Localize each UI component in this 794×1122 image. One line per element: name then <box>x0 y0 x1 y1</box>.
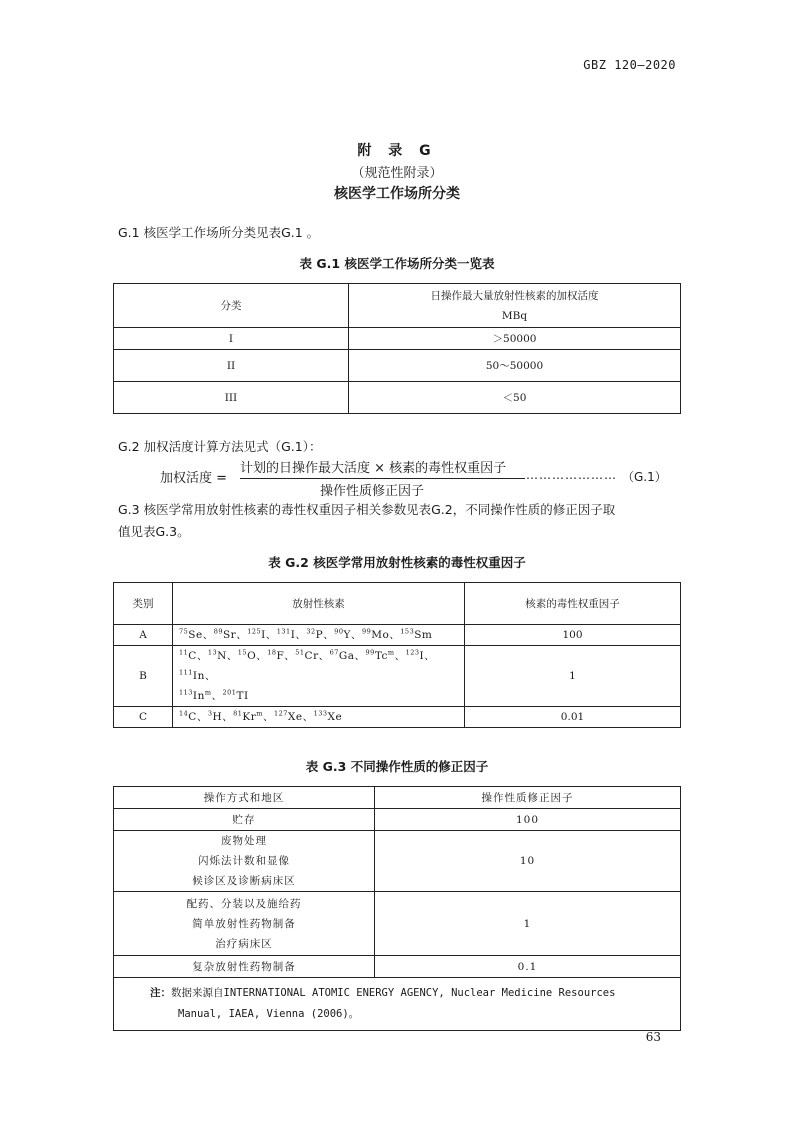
table-g2-header-category: 类别 <box>114 583 173 625</box>
table-row <box>114 809 681 831</box>
table-row <box>114 956 681 978</box>
mode-line: 废物处理 <box>221 835 267 847</box>
page-number: 63 <box>645 1030 661 1044</box>
formula-denominator: 操作性质修正因子 <box>320 484 425 499</box>
formula-numerator: 计划的日操作最大活度 × 核素的毒性权重因子 <box>240 461 507 476</box>
table-g1-value: ＞50000 <box>349 328 681 350</box>
table-g3-header-factor: 操作性质修正因子 <box>375 787 681 809</box>
note-label: 注： <box>150 987 171 999</box>
table-row <box>114 892 681 956</box>
table-row <box>114 831 681 892</box>
appendix-label: 附 录 G <box>357 143 437 159</box>
table-row <box>114 646 681 707</box>
table-g3-mode: 复杂放射性药物制备 <box>114 956 375 978</box>
header-activity-line1: 日操作最大量放射性核素的加权活度 <box>430 289 599 302</box>
appendix-title: 核医学工作场所分类 <box>334 186 460 202</box>
table-g3-factor: 100 <box>375 809 681 831</box>
table-row <box>114 707 681 728</box>
table-g2-nuclides: $^{14}$C、$^3$H、$^{81}$Kr$^m$、$^{127}$Xe、$^{133}$Xe <box>173 707 465 728</box>
table-g3-caption: 表 G.3 不同操作性质的修正因子 <box>305 759 489 774</box>
table-g1-class: II <box>114 350 349 382</box>
formula-lhs: 加权活度 = <box>160 471 228 486</box>
table-g1-header-class: 分类 <box>114 284 349 328</box>
mode-line: 简单放射性药物制备 <box>192 917 296 930</box>
table-g2 <box>113 582 681 728</box>
formula-leader-dots: ………………… <box>526 468 617 482</box>
table-g2-category: C <box>114 707 173 728</box>
table-g1-caption: 表 G.1 核医学工作场所分类一览表 <box>299 256 495 271</box>
appendix-normative: （规范性附录） <box>351 166 443 181</box>
table-g3-mode <box>114 892 375 956</box>
table-g2-factor: 100 <box>465 625 681 646</box>
table-g2-caption: 表 G.2 核医学常用放射性核素的毒性权重因子 <box>268 555 526 570</box>
table-g1 <box>113 283 681 414</box>
table-g2-category: B <box>114 646 173 707</box>
fraction-bar <box>240 478 525 479</box>
table-g1-value: ＜50 <box>349 382 681 414</box>
standard-number: GBZ 120—2020 <box>583 58 676 72</box>
table-g3-header-mode: 操作方式和地区 <box>114 787 375 809</box>
table-row <box>114 625 681 646</box>
clause-g3-line2: 值见表G.3。 <box>118 524 190 539</box>
table-g3 <box>113 786 681 1031</box>
table-g3-factor: 0.1 <box>375 956 681 978</box>
table-g2-header-factor: 核素的毒性权重因子 <box>465 583 681 625</box>
clause-g3-line1: G.3 核医学常用放射性核素的毒性权重因子相关参数见表G.2，不同操作性质的修正因子取 <box>118 502 616 517</box>
mode-line: 治疗病床区 <box>215 937 273 950</box>
note-line1: 注：数据来源自INTERNATIONAL ATOMIC ENERGY AGENCY, Nuclear Medicine Resources <box>150 987 616 999</box>
table-g3-note <box>114 978 681 1031</box>
table-g2-nuclides: $^{11}$C、$^{13}$N、$^{15}$O、$^{18}$F、$^{51}$Cr、$^{67}$Ga、$^{99}$Tc$^m$、$^{123}$I、$^{111}$In、 $^{113}$In$^m$、$^{201}$TI <box>173 646 465 707</box>
table-g2-category: A <box>114 625 173 646</box>
table-g3-factor: 10 <box>375 831 681 892</box>
clause-g1: G.1 核医学工作场所分类见表G.1 。 <box>118 225 320 240</box>
table-row <box>114 328 681 350</box>
table-g1-value: 50～50000 <box>349 350 681 382</box>
table-g3-mode: 贮存 <box>114 809 375 831</box>
table-g2-nuclides: $^{75}$Se、$^{89}$Sr、$^{125}$I、$^{131}$I、$^{32}$P、$^{90}$Y、$^{99}$Mo、$^{153}$Sm <box>173 625 465 646</box>
table-g2-header-nuclide: 放射性核素 <box>173 583 465 625</box>
clause-g2: G.2 加权活度计算方法见式（G.1）： <box>118 439 322 454</box>
table-g2-factor: 0.01 <box>465 707 681 728</box>
header-activity-unit: MBq <box>501 309 528 322</box>
table-g2-factor: 1 <box>465 646 681 707</box>
table-g3-mode <box>114 831 375 892</box>
mode-line: 配药、分装以及施给药 <box>186 897 302 910</box>
table-row <box>114 350 681 382</box>
equation-number: （G.1） <box>622 470 667 484</box>
table-g1-header-activity <box>349 284 681 328</box>
note-line2: Manual, IAEA, Vienna (2006)。 <box>178 1008 360 1020</box>
mode-line: 闪烁法计数和显像 <box>198 855 290 867</box>
table-row <box>114 382 681 414</box>
table-g3-factor: 1 <box>375 892 681 956</box>
table-g1-class: I <box>114 328 349 350</box>
table-g1-class: III <box>114 382 349 414</box>
mode-line: 候诊区及诊断病床区 <box>192 875 296 887</box>
